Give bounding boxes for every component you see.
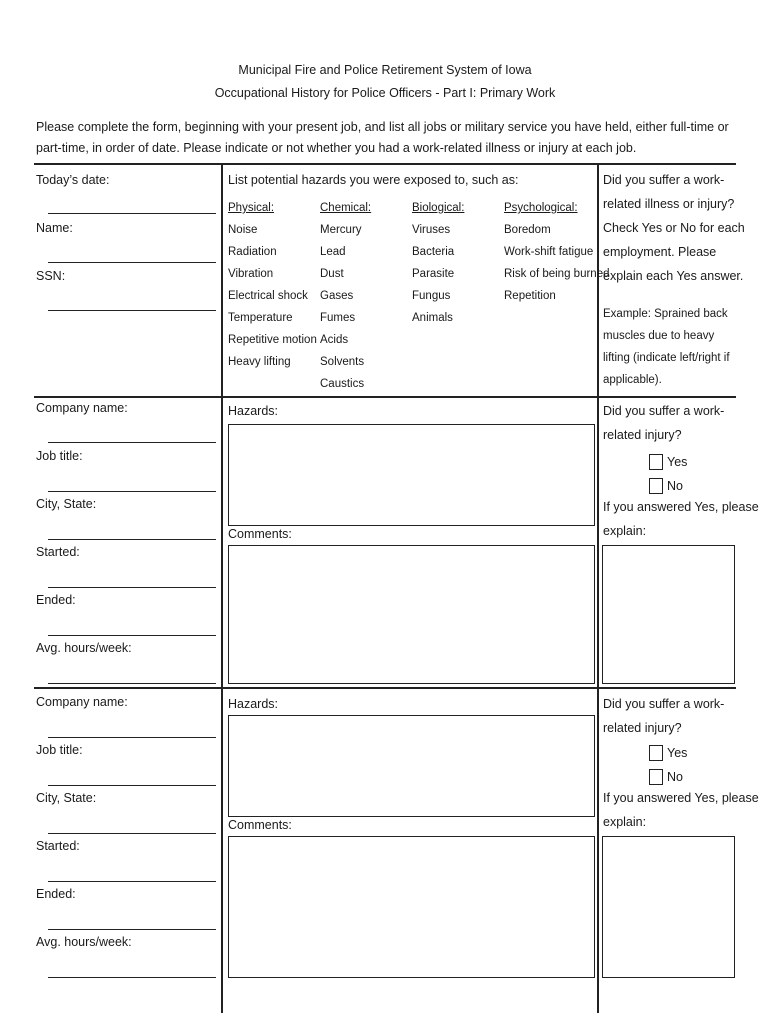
job-title-label: Job title: xyxy=(36,743,83,757)
yes-checkbox[interactable] xyxy=(649,745,663,761)
hazard-item: Repetitive motion xyxy=(228,334,317,346)
started-label: Started: xyxy=(36,545,80,559)
hazard-item: Acids xyxy=(320,334,349,346)
hazard-item: Viruses xyxy=(412,224,451,236)
job-title-field[interactable] xyxy=(48,785,216,786)
hazard-item: Boredom xyxy=(504,224,551,236)
hazard-item: Lead xyxy=(320,246,346,258)
instructions-line: explain each Yes answer. xyxy=(603,269,744,283)
started-label: Started: xyxy=(36,839,80,853)
injury-question-line: Did you suffer a work- xyxy=(603,697,725,711)
hazard-item: Fumes xyxy=(320,312,356,324)
instructions-line: Check Yes or No for each xyxy=(603,221,745,235)
avg-hours-label: Avg. hours/week: xyxy=(36,935,132,949)
yes-checkbox[interactable] xyxy=(649,454,663,470)
example-line: muscles due to heavy xyxy=(603,330,715,342)
hazards-textbox[interactable] xyxy=(228,424,595,526)
hazards-label: Hazards: xyxy=(228,697,279,711)
company-name-label: Company name: xyxy=(36,695,128,709)
yes-label: Yes xyxy=(667,455,688,469)
hazard-item: Repetition xyxy=(504,290,556,302)
hazard-item: Heavy lifting xyxy=(228,356,291,368)
city-state-label: City, State: xyxy=(36,497,97,511)
ssn-label: SSN: xyxy=(36,269,66,283)
table-top-rule xyxy=(34,163,736,165)
category-physical-heading: Physical: xyxy=(228,202,275,214)
form-instructions: Please complete the form, beginning with your present job, and list all jobs or military service you have held, either full-time or part-time, in order of date. Please indicate or not whether you had a work-related illness or injury at each job. xyxy=(36,120,729,155)
job-title-label: Job title: xyxy=(36,449,83,463)
hazards-textbox[interactable] xyxy=(228,715,595,817)
city-state-label: City, State: xyxy=(36,791,97,805)
column-divider-left xyxy=(221,163,223,1013)
hazard-item: Gases xyxy=(320,290,354,302)
hazard-item: Dust xyxy=(320,268,344,280)
ended-label: Ended: xyxy=(36,593,76,607)
category-chemical-heading: Chemical: xyxy=(320,202,372,214)
column-divider-right xyxy=(597,163,599,1013)
city-state-field[interactable] xyxy=(48,833,216,834)
todays-date-label: Today’s date: xyxy=(36,173,110,187)
explain-prompt-line: If you answered Yes, please xyxy=(603,500,759,514)
avg-hours-field[interactable] xyxy=(48,977,216,978)
explain-prompt-line: If you answered Yes, please xyxy=(603,791,759,805)
comments-textbox[interactable] xyxy=(228,545,595,684)
hazard-item: Noise xyxy=(228,224,258,236)
instructions-line: related illness or injury? xyxy=(603,197,735,211)
injury-question-line: related injury? xyxy=(603,428,682,442)
hazard-item: Solvents xyxy=(320,356,365,368)
yes-label: Yes xyxy=(667,746,688,760)
hazard-item: Vibration xyxy=(228,268,274,280)
hazard-item: Animals xyxy=(412,312,453,324)
name-field[interactable] xyxy=(48,262,216,263)
company-name-field[interactable] xyxy=(48,737,216,738)
no-label: No xyxy=(667,770,683,784)
hazard-item: Risk of being burned xyxy=(504,268,610,280)
form-subtitle: Occupational History for Police Officers - Part I: Primary Work xyxy=(214,86,556,100)
comments-label: Comments: xyxy=(228,818,292,832)
explain-prompt-line: explain: xyxy=(603,815,647,829)
hazard-item: Bacteria xyxy=(412,246,455,258)
no-label: No xyxy=(667,479,683,493)
ended-label: Ended: xyxy=(36,887,76,901)
injury-question-line: Did you suffer a work- xyxy=(603,404,725,418)
job-title-field[interactable] xyxy=(48,491,216,492)
hazard-item: Parasite xyxy=(412,268,455,280)
category-biological-heading: Biological: xyxy=(412,202,465,214)
explain-textbox[interactable] xyxy=(602,836,735,978)
injury-question-line: related injury? xyxy=(603,721,682,735)
ssn-field[interactable] xyxy=(48,310,216,311)
comments-label: Comments: xyxy=(228,527,292,541)
form-title: Municipal Fire and Police Retirement System of Iowa xyxy=(238,63,532,77)
hazards-label: Hazards: xyxy=(228,404,279,418)
hazard-item: Caustics xyxy=(320,378,365,390)
example-line: applicable). xyxy=(603,374,662,386)
category-psychological-heading: Psychological: xyxy=(504,202,578,214)
hazard-item: Temperature xyxy=(228,312,293,324)
instructions-line: employment. Please xyxy=(603,245,717,259)
avg-hours-field[interactable] xyxy=(48,683,216,684)
comments-textbox[interactable] xyxy=(228,836,595,978)
ended-field[interactable] xyxy=(48,635,216,636)
todays-date-field[interactable] xyxy=(48,213,216,214)
explain-textbox[interactable] xyxy=(602,545,735,684)
example-line: lifting (indicate left/right if xyxy=(603,352,730,364)
hazards-intro: List potential hazards you were exposed to, such as: xyxy=(228,173,519,187)
name-label: Name: xyxy=(36,221,73,235)
company-name-field[interactable] xyxy=(48,442,216,443)
section-divider-1 xyxy=(34,396,736,398)
hazard-item: Work-shift fatigue xyxy=(504,246,594,258)
no-checkbox[interactable] xyxy=(649,769,663,785)
started-field[interactable] xyxy=(48,881,216,882)
example-line: Example: Sprained back xyxy=(603,308,728,320)
city-state-field[interactable] xyxy=(48,539,216,540)
avg-hours-label: Avg. hours/week: xyxy=(36,641,132,655)
hazard-item: Fungus xyxy=(412,290,451,302)
instructions-line: Did you suffer a work- xyxy=(603,173,725,187)
no-checkbox[interactable] xyxy=(649,478,663,494)
hazard-item: Radiation xyxy=(228,246,277,258)
started-field[interactable] xyxy=(48,587,216,588)
explain-prompt-line: explain: xyxy=(603,524,647,538)
hazard-item: Electrical shock xyxy=(228,290,308,302)
hazard-item: Mercury xyxy=(320,224,362,236)
section-divider-2 xyxy=(34,687,736,689)
company-name-label: Company name: xyxy=(36,401,128,415)
ended-field[interactable] xyxy=(48,929,216,930)
